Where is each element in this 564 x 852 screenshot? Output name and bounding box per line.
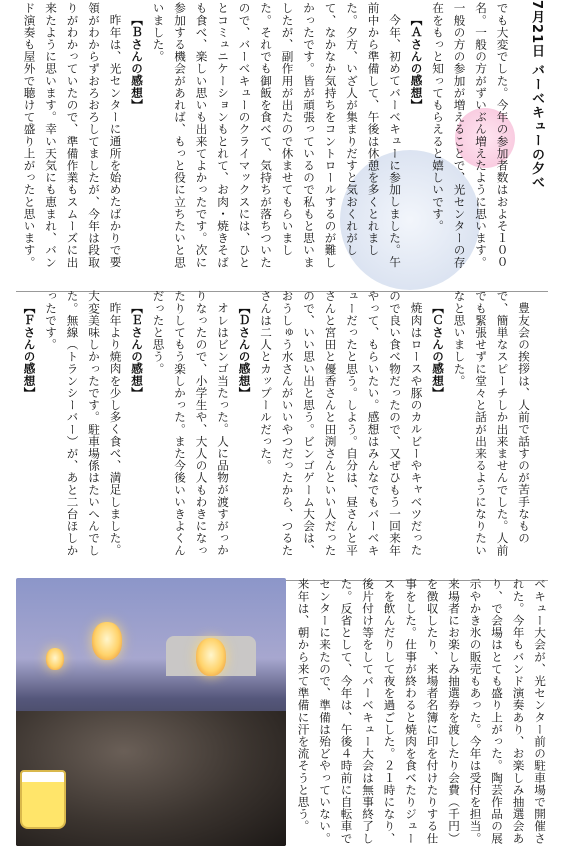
paragraph-b: 昨年は、光センターに通所を始めたばかりで要領がわからずおろおろしてましたが、今年は段取りがわかっていたので、準備作業もスムーズに出来たように思います。幸い天気にも恵まれ、バンド演奏も屋外で聴けて盛り上がったと思います。 bbox=[22, 2, 123, 269]
bottom-article bbox=[292, 578, 548, 848]
top-article-text bbox=[18, 2, 518, 274]
label-c: 【Ｃさんの感想】 bbox=[431, 301, 445, 399]
middle-article-text bbox=[18, 290, 534, 562]
label-a: 【Ａさんの感想】 bbox=[409, 13, 424, 111]
paragraph-d: オレはビンゴ当たった。人に品物が渡すがっかりなったので、小学生や、大人の人もわきになったりしてもう楽しかった。また今後いいきよくんだったと思う。 bbox=[151, 290, 230, 557]
top-article bbox=[18, 2, 518, 274]
bottom-paragraph: ベキュー大会が、光センター前の駐車場で開催された。今年もバンド演奏あり、お楽しみ抽選会あり、で会場はとても盛り上がった。陶芸作品の展示やかき氷の販売もあった。今年は受付を担当。来場者にお楽しみ抽選券を渡したり会費（千円）を徴収したり、来場者名簿に印を付けたりする仕事をした。仕事が終わると焼肉を食べたりジュースを飲んだりして夜を過ごした。２１時になり、後片付け等をしてバーベキュー大会は無事終了した。反省として、今年は、午後４時前に自転車でセンターに来たので、準備は殆どやっていない。来年は、朝から来て準備に汗を流そうと思う。 bbox=[296, 578, 547, 845]
middle-article bbox=[18, 290, 548, 562]
paragraph-intro: 豊友会の挨拶は、人前で話すのが苦手なもので、簡単なスピーチしか出来ませんでした。人前でも緊張せずに堂々と話が出来るようになりたいなと思いました。 bbox=[452, 290, 531, 557]
paragraph-a: 今年、初めてバーベキューに参加しました。午前中から準備して、午後は休憩を多くとれました。夕方、いざ人が集まりだすと気おくれがして、なかなか気持ちをコントロールするのが難しかったです。皆が頑張っているので私もと思いましたが、副作用が出たので休ませてもらいました。それでも御飯を食べて、気持ちが落ちついたので、バーベキューのクライマックスには、ひととコミュニケーションもとれて、お肉・焼きそばも食べ、楽しい思いも出来てよかったです。次に参加する機会があれば、もっと役に立ちたいと思いました。 bbox=[151, 2, 402, 269]
paragraph-c: 焼肉はロースや豚のカルビーやキャベツだったので良い食べ物だったので、又ぜひもう一回来年やって、もらいたい。感想はみんなでもバーベキューだったと思う。しよう。自分は、昼さんと平さんと宮田と優香さんと田渕さんといい人だったので、いい思い出と思う。ビンゴゲーム大会は、おうしゅう水さんがいいやつだったから、つるたさんは二人とカップールだった。 bbox=[259, 290, 424, 557]
lantern-light bbox=[46, 648, 64, 670]
label-d: 【Ｄさんの感想】 bbox=[237, 301, 252, 399]
label-e: 【Ｅさんの感想】 bbox=[130, 301, 144, 399]
lantern-light bbox=[92, 622, 122, 660]
bottom-article-text bbox=[292, 578, 548, 848]
label-b: 【Ｂさんの感想】 bbox=[130, 13, 144, 111]
lantern-light bbox=[196, 638, 226, 676]
paragraph-e: 昨年より焼肉を少し多く食べ、満足しました。大変美味しかったです。駐車場係はたいへんでした。無線（トランシーバー）が、あと二台ほしかったです。 bbox=[44, 290, 123, 557]
page-title: 7月21日 バーベキューの夕べ bbox=[529, 0, 544, 190]
label-f: 【Ｆさんの感想】 bbox=[22, 301, 37, 399]
intro-paragraph: でも大変でした。今年の参加者数はおよそ１００名。一般の方がずいぶん増えたように思います。一般の方の参加が増えることで、光センターの存在をもっと知ってもらえると嬉しいです。 bbox=[431, 2, 510, 269]
beer-mug-illustration bbox=[20, 770, 66, 829]
